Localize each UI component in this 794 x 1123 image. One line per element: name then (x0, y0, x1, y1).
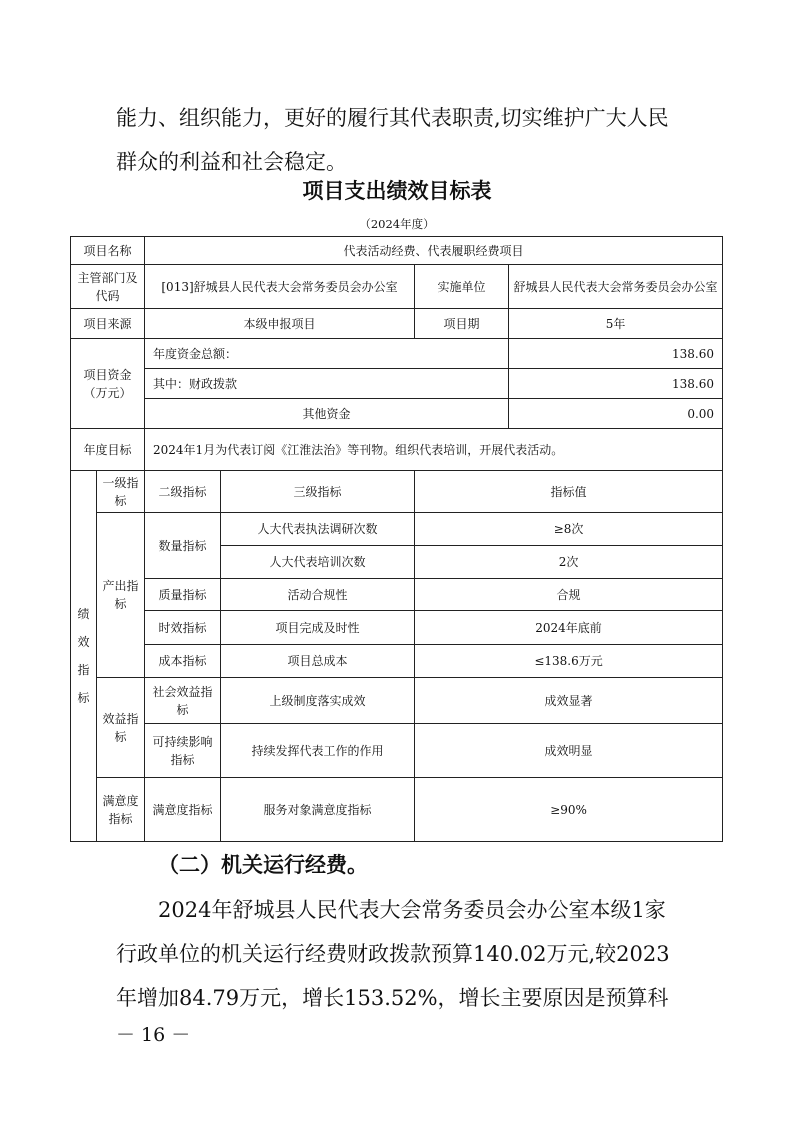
sat-sub-label: 满意度指标 (145, 778, 221, 842)
social-label: 社会效益指标 (145, 678, 221, 724)
table-row (71, 645, 723, 678)
header-level3: 三级指标 (221, 471, 415, 513)
table-row (71, 724, 723, 778)
qty-1-name: 人大代表执法调研次数 (221, 513, 415, 546)
sustain-name: 持续发挥代表工作的作用 (221, 724, 415, 778)
satisfaction-label: 满意度指标 (97, 778, 145, 842)
source-label: 项目来源 (71, 309, 145, 339)
sat-value: ≥90% (415, 778, 723, 842)
section-heading: （二）机关运行经费。 (158, 853, 368, 877)
page-number: － 16 － (116, 1024, 191, 1046)
social-name: 上级制度落实成效 (221, 678, 415, 724)
impl-value: 舒城县人民代表大会常务委员会办公室 (509, 265, 723, 309)
funds-fiscal-value: 138.60 (509, 369, 723, 399)
header-level1: 一级指标 (97, 471, 145, 513)
impl-label: 实施单位 (415, 265, 509, 309)
qty-2-value: 2次 (415, 546, 723, 579)
time-label: 时效指标 (145, 611, 221, 645)
output-label: 产出指标 (97, 513, 145, 678)
table-row (71, 265, 723, 309)
sustain-value: 成效明显 (415, 724, 723, 778)
goal-label: 年度目标 (71, 429, 145, 471)
funds-other-value: 0.00 (509, 399, 723, 429)
time-value: 2024年底前 (415, 611, 723, 645)
table-row (71, 339, 723, 369)
table-row (71, 611, 723, 645)
body-paragraph: 2024年舒城县人民代表大会常务委员会办公室本级1家行政单位的机关运行经费财政拨款预算140.02万元,较2023年增加84.79万元，增长153.52%，增长主要原因是预算科 (116, 898, 670, 1010)
social-value: 成效显著 (415, 678, 723, 724)
project-name-value: 代表活动经费、代表履职经费项目 (145, 237, 723, 265)
header-level2: 二级指标 (145, 471, 221, 513)
funds-total-value: 138.60 (509, 339, 723, 369)
table-row (71, 678, 723, 724)
table-row (71, 513, 723, 546)
qty-2-name: 人大代表培训次数 (221, 546, 415, 579)
table-row (71, 471, 723, 513)
funds-fiscal-label: 其中：财政拨款 (145, 369, 509, 399)
dept-value: [013]舒城县人民代表大会常务委员会办公室 (145, 265, 415, 309)
header-value: 指标值 (415, 471, 723, 513)
period-label: 项目期 (415, 309, 509, 339)
funds-total-label: 年度资金总额： (145, 339, 509, 369)
sustain-label: 可持续影响指标 (145, 724, 221, 778)
cost-name: 项目总成本 (221, 645, 415, 678)
table-row (71, 399, 723, 429)
table-row (71, 369, 723, 399)
quality-label: 质量指标 (145, 579, 221, 611)
table-row (71, 309, 723, 339)
period-value: 5年 (509, 309, 723, 339)
funds-label: 项目资金（万元） (71, 339, 145, 429)
table-row (71, 429, 723, 471)
effect-label: 效益指标 (97, 678, 145, 778)
performance-goal-table (70, 236, 723, 842)
table-row (71, 778, 723, 842)
table-row (71, 237, 723, 265)
qty-1-value: ≥8次 (415, 513, 723, 546)
source-value: 本级申报项目 (145, 309, 415, 339)
time-name: 项目完成及时性 (221, 611, 415, 645)
quality-name: 活动合规性 (221, 579, 415, 611)
cost-value: ≤138.6万元 (415, 645, 723, 678)
cost-label: 成本指标 (145, 645, 221, 678)
dept-label: 主管部门及代码 (71, 265, 145, 309)
table-title: 项目支出绩效目标表 (302, 179, 492, 203)
table-year: （2024年度） (359, 217, 435, 231)
goal-value: 2024年1月为代表订阅《江淮法治》等刊物。组织代表培训，开展代表活动。 (145, 429, 723, 471)
intro-paragraph: 能力、组织能力，更好的履行其代表职责,切实维护广大人民群众的利益和社会稳定。 (116, 106, 669, 174)
project-name-label: 项目名称 (71, 237, 145, 265)
sat-name: 服务对象满意度指标 (221, 778, 415, 842)
quality-value: 合规 (415, 579, 723, 611)
perf-group-label: 绩效指标 (71, 471, 97, 842)
table-row (71, 579, 723, 611)
funds-other-label: 其他资金 (145, 399, 509, 429)
qty-label: 数量指标 (145, 513, 221, 579)
